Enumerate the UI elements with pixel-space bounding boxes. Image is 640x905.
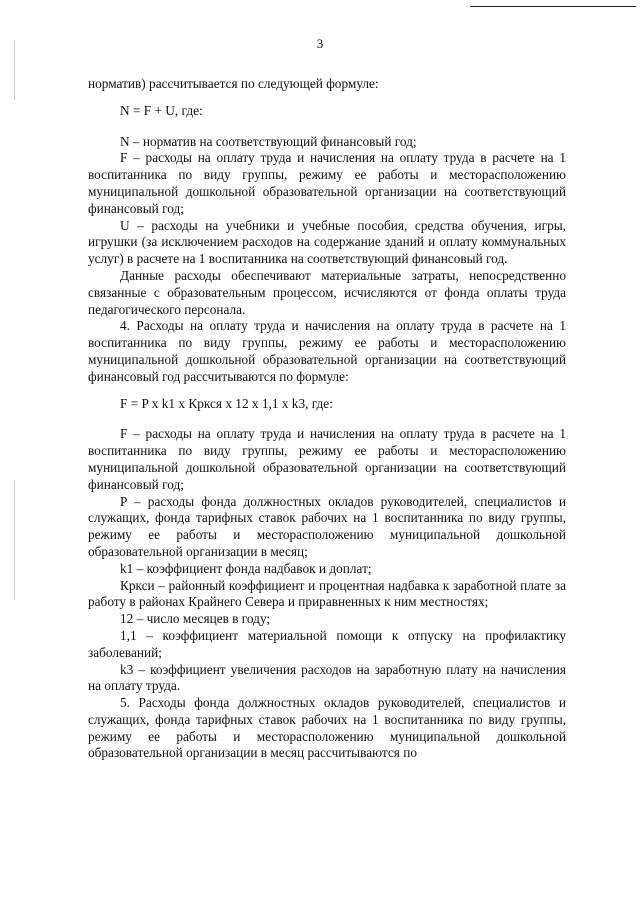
paragraph: 1,1 – коэффициент материальной помощи к отпуску на профилактику заболеваний;: [88, 627, 566, 660]
paragraph: Данные расходы обеспечивают материальные затраты, непосредственно связанные с образовательным процессом, исчисляются от фонда оплаты труда педагогического персонала.: [88, 267, 566, 317]
paragraph: P – расходы фонда должностных окладов руководителей, специалистов и служащих, фонда тарифных ставок рабочих на 1 воспитанника по виду группы, режиму ее работы и месторасположению муниципальной дошкольной образовательной организации в месяц;: [88, 493, 566, 559]
paragraph: 4. Расходы на оплату труда и начисления на оплату труда в расчете на 1 воспитанника по виду группы, режиму ее работы и месторасположению муниципальной дошкольной образовательной организации на соответствующий финансовый год рассчитываются по формуле:: [88, 318, 566, 384]
formula: F = P x k1 x Кркся x 12 x 1,1 x k3, где:: [120, 395, 333, 411]
paragraph: N – норматив на соответствующий финансовый год;: [120, 133, 417, 149]
header-rule: [470, 6, 636, 7]
paragraph: F – расходы на оплату труда и начисления на оплату труда в расчете на 1 воспитанника по виду группы, режиму ее работы и месторасположению муниципальной дошкольной образовательной организации на соответствующий финансовый год;: [88, 426, 566, 492]
paragraph: k1 – коэффициент фонда надбавок и доплат;: [120, 560, 372, 576]
paragraph: Кркси – районный коэффициент и процентная надбавка к заработной плате за работу в районах Крайнего Севера и приравненных к ним местностях;: [88, 577, 566, 610]
page-number: 3: [316, 36, 324, 51]
paragraph: 5. Расходы фонда должностных окладов руководителей, специалистов и служащих, фонда тарифных ставок рабочих на 1 воспитанника по виду группы, режиму ее работы и месторасположению муниципальной дошкольной образовательной организации в месяц рассчитываются по: [88, 695, 566, 761]
paragraph: k3 – коэффициент увеличения расходов на заработную плату на начисления на оплату труда.: [88, 661, 566, 694]
scan-edge-mark: [14, 480, 15, 600]
paragraph: F – расходы на оплату труда и начисления на оплату труда в расчете на 1 воспитанника по виду группы, режиму ее работы и месторасположению муниципальной дошкольной образовательной организации на соответствующий финансовый год;: [88, 150, 566, 216]
formula: N = F + U, где:: [120, 102, 203, 118]
paragraph: 12 – число месяцев в году;: [120, 611, 271, 627]
document-body: [88, 76, 566, 762]
paragraph: U – расходы на учебники и учебные пособия, средства обучения, игры, игрушки (за исключением расходов на содержание зданий и оплату коммунальных услуг) в расчете на 1 воспитанника на соответствующий финансовый год.: [88, 217, 566, 267]
paragraph: норматив) рассчитывается по следующей формуле:: [88, 76, 379, 91]
